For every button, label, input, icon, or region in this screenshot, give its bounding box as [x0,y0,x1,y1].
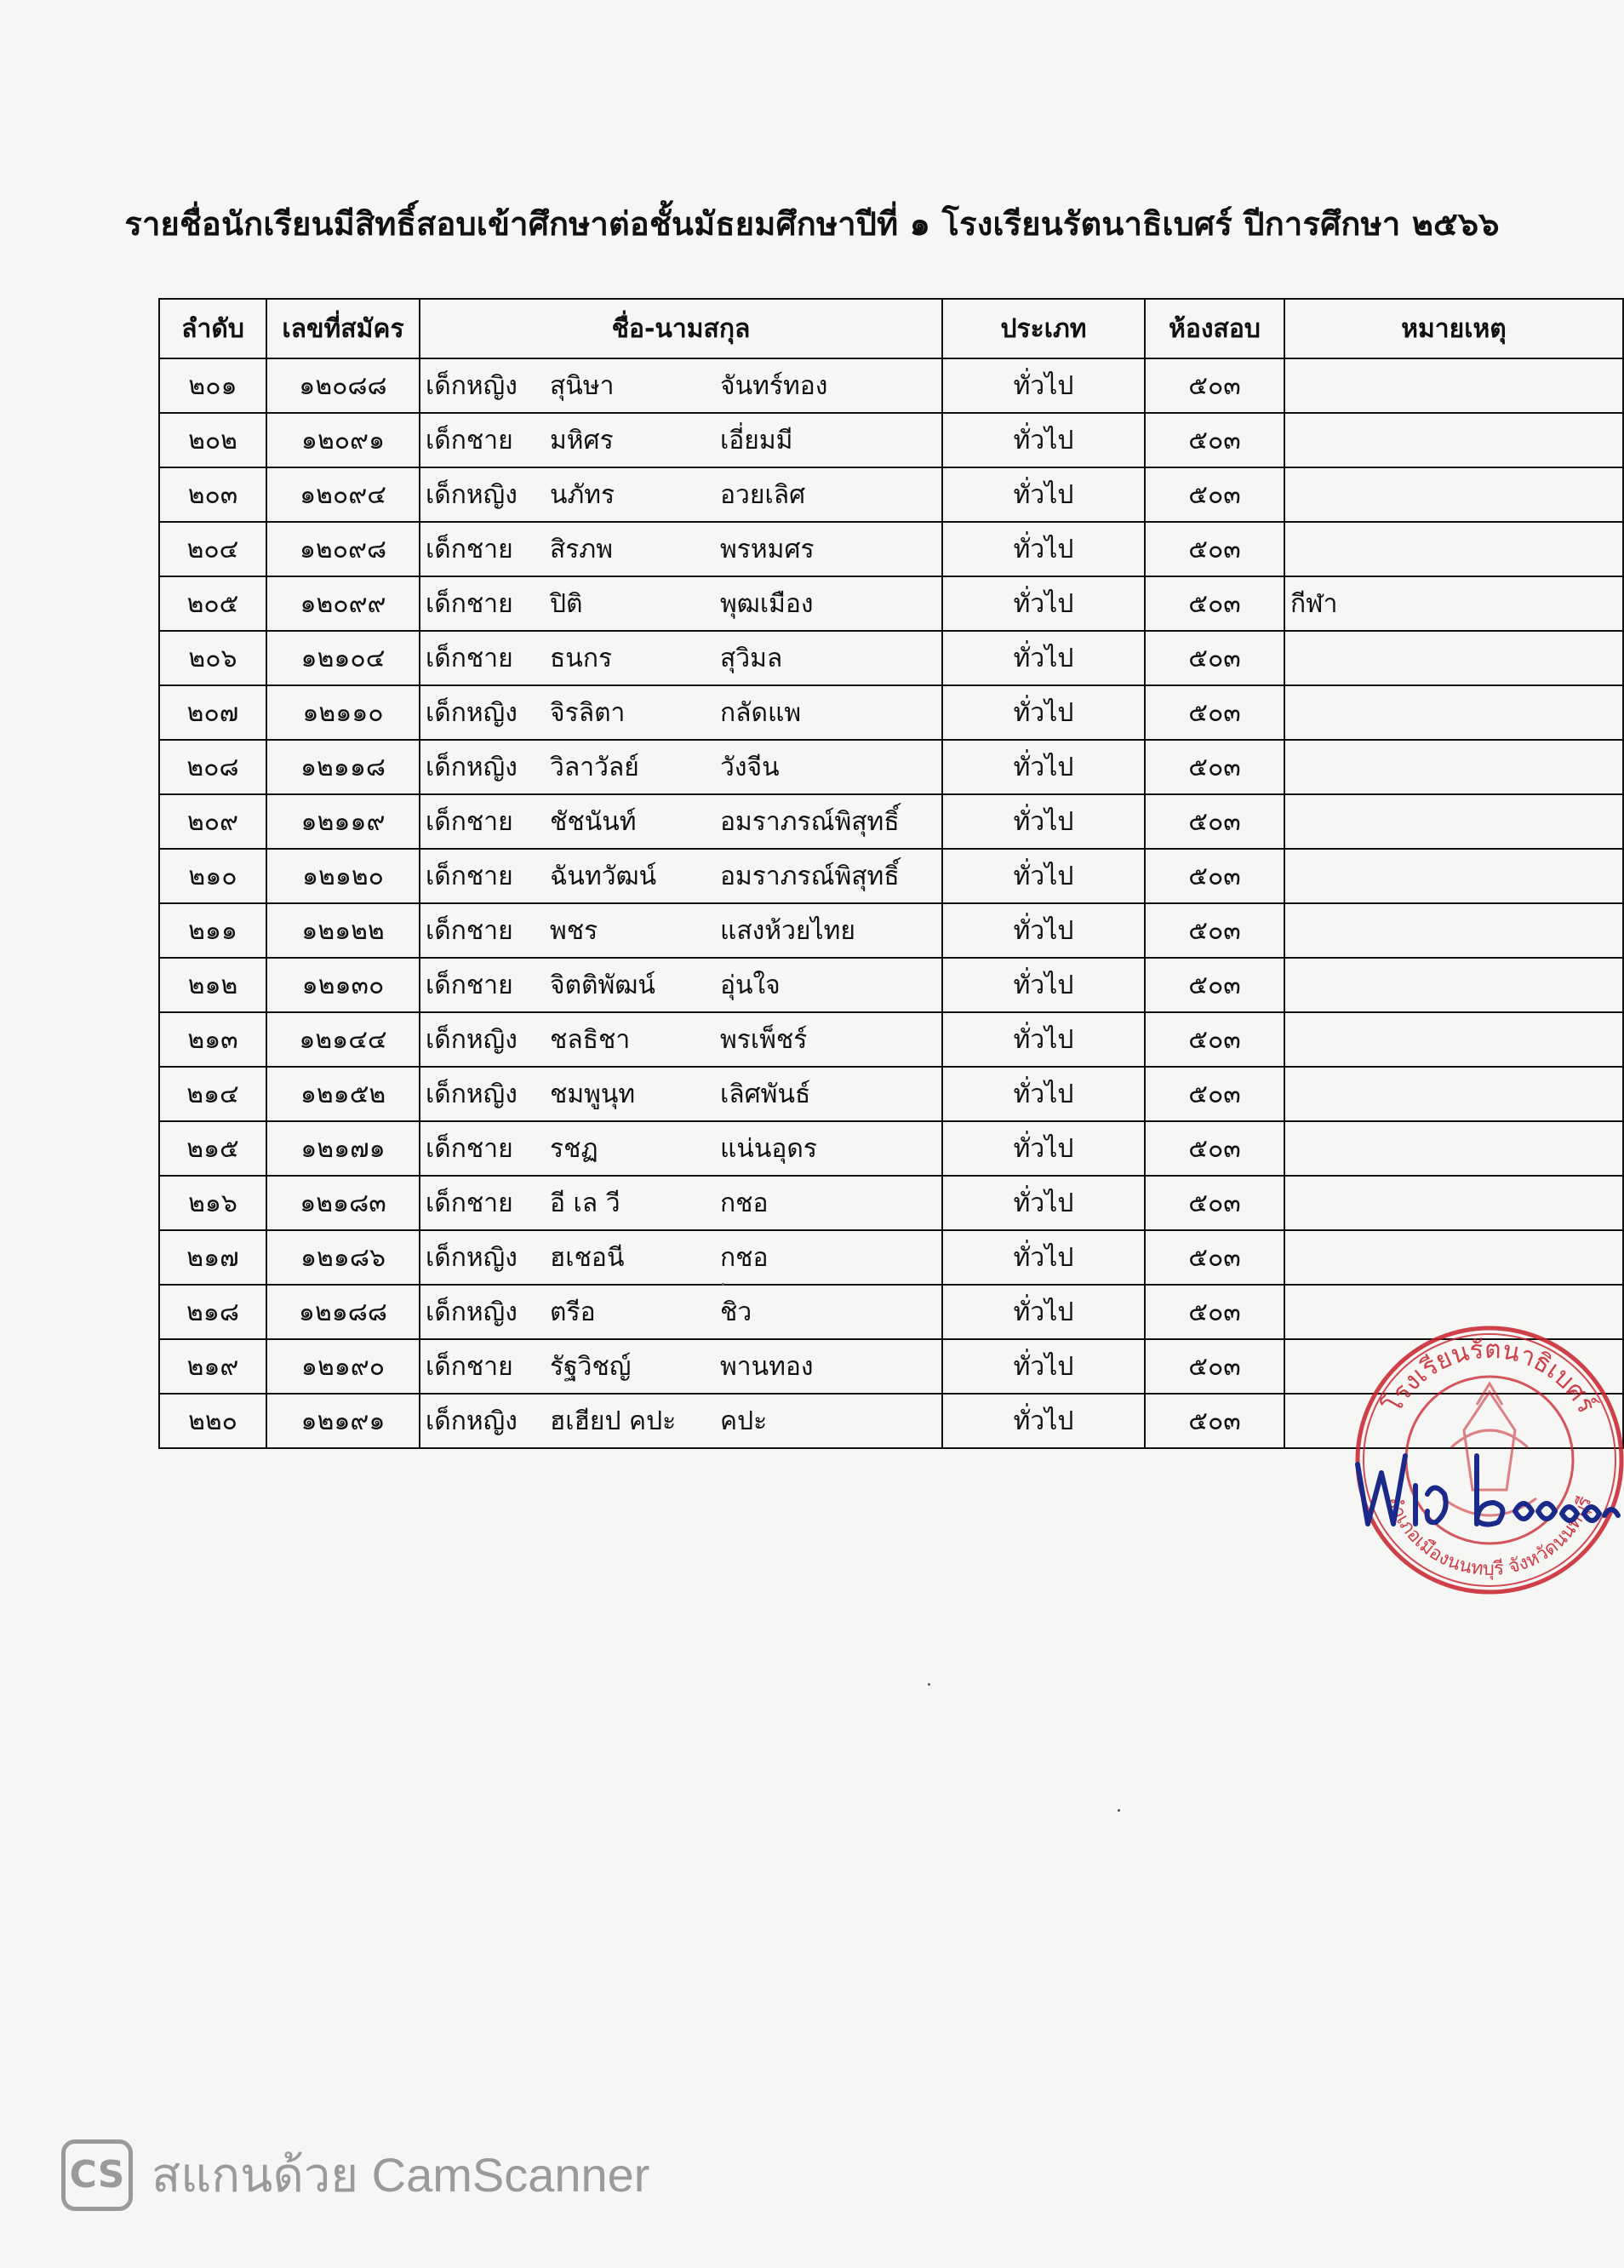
last-name: พุฒเมือง [720,588,814,619]
table-row [159,685,1623,740]
cell-no: ๒๑๑ [159,903,266,958]
cell-type: ทั่วไป [942,685,1145,740]
cell-no: ๒๒๐ [159,1394,266,1448]
scan-speck [1118,1809,1120,1812]
last-name: ชิว [720,1297,752,1327]
cell-remark [1284,1121,1623,1176]
cell-remark [1284,958,1623,1012]
table-row [159,794,1623,849]
cell-type: ทั่วไป [942,849,1145,903]
cell-type: ทั่วไป [942,631,1145,685]
cell-application-number: ๑๒๐๘๘ [266,358,420,413]
cell-exam-room: ๕๐๓ [1145,1067,1284,1121]
cell-type: ทั่วไป [942,1121,1145,1176]
cell-application-number: ๑๒๑๕๒ [266,1067,420,1121]
scan-speck [928,1683,930,1686]
cell-exam-room: ๕๐๓ [1145,740,1284,794]
cell-type: ทั่วไป [942,522,1145,576]
first-name: รชฏ [550,1133,598,1164]
cell-no: ๒๑๖ [159,1176,266,1230]
last-name: อุ่นใจ [720,970,781,1000]
first-name: จิตติพัฒน์ [550,970,655,1000]
table-header-row [159,299,1623,358]
first-name: ฉันทวัฒน์ [550,861,657,891]
first-name: ชัชนันท์ [550,806,637,837]
table-row [159,1067,1623,1121]
cell-full-name [420,849,942,903]
cell-type: ทั่วไป [942,467,1145,522]
cell-full-name [420,522,942,576]
first-name: พชร [550,915,598,946]
cell-no: ๒๐๖ [159,631,266,685]
cell-no: ๒๑๔ [159,1067,266,1121]
cell-full-name [420,1285,942,1339]
cell-exam-room: ๕๐๓ [1145,685,1284,740]
name-prefix: เด็กหญิง [426,1406,518,1436]
cell-full-name [420,1176,942,1230]
cell-application-number: ๑๒๑๘๓ [266,1176,420,1230]
cell-type: ทั่วไป [942,903,1145,958]
cell-application-number: ๑๒๐๙๙ [266,576,420,631]
last-name: แสงห้วยไทย [720,915,855,946]
cell-exam-room: ๕๐๓ [1145,467,1284,522]
cell-full-name [420,467,942,522]
last-name: เลิศพันธ์ [720,1079,811,1109]
last-name: สุวิมล [720,643,783,673]
cell-remark [1284,685,1623,740]
table-row [159,522,1623,576]
cell-full-name [420,1067,942,1121]
first-name: ชมพูนุท [550,1079,636,1109]
cell-exam-room: ๕๐๓ [1145,1012,1284,1067]
first-name: วิลาวัลย์ [550,752,639,782]
cell-type: ทั่วไป [942,958,1145,1012]
cell-application-number: ๑๒๑๑๐ [266,685,420,740]
first-name: ธนกร [550,643,613,673]
name-prefix: เด็กชาย [426,970,513,1000]
last-name: กลัดแพ [720,697,802,728]
cell-type: ทั่วไป [942,1394,1145,1448]
cell-type: ทั่วไป [942,1012,1145,1067]
cell-type: ทั่วไป [942,358,1145,413]
cell-application-number: ๑๒๑๗๑ [266,1121,420,1176]
cell-no: ๒๑๙ [159,1339,266,1394]
cell-remark [1284,467,1623,522]
cell-exam-room: ๕๐๓ [1145,1121,1284,1176]
cell-exam-room: ๕๐๓ [1145,1285,1284,1339]
table-row [159,1121,1623,1176]
camscanner-logo-icon: CS [61,2139,133,2211]
cell-remark [1284,522,1623,576]
last-name: อมราภรณ์พิสุทธิ์ [720,806,900,837]
cell-full-name [420,794,942,849]
name-prefix: เด็กชาย [426,534,513,564]
cell-type: ทั่วไป [942,1230,1145,1285]
cell-exam-room: ๕๐๓ [1145,1230,1284,1285]
first-name: สิรภพ [550,534,613,564]
cell-exam-room: ๕๐๓ [1145,849,1284,903]
last-name: จันทร์ทอง [720,370,828,401]
camscanner-watermark [61,2137,649,2213]
cell-remark [1284,358,1623,413]
cell-remark [1284,1230,1623,1285]
cell-application-number: ๑๒๑๙๐ [266,1339,420,1394]
cell-application-number: ๑๒๑๘๖ [266,1230,420,1285]
name-prefix: เด็กหญิง [426,370,518,401]
cell-no: ๒๑๕ [159,1121,266,1176]
cell-full-name [420,740,942,794]
cell-remark [1284,740,1623,794]
name-prefix: เด็กชาย [426,861,513,891]
cell-application-number: ๑๒๐๙๑ [266,413,420,467]
cell-full-name [420,1339,942,1394]
table-row [159,958,1623,1012]
name-prefix: เด็กหญิง [426,1079,518,1109]
cell-remark [1284,413,1623,467]
cell-no: ๒๐๕ [159,576,266,631]
cell-remark [1284,1176,1623,1230]
name-prefix: เด็กหญิง [426,752,518,782]
first-name: ฮเชอนี [550,1242,625,1273]
watermark-text: สแกนด้วย CamScanner [152,2148,650,2202]
header-application-number: เลขที่สมัคร [266,299,420,358]
page-title: รายชื่อนักเรียนมีสิทธิ์สอบเข้าศึกษาต่อชั้นมัธยมศึกษาปีที่ ๑ โรงเรียนรัตนาธิเบศร์ ปีการศึกษา ๒๕๖๖ [124,205,1500,243]
table-row [159,849,1623,903]
cell-full-name [420,903,942,958]
first-name: รัฐวิชญ์ [550,1351,632,1382]
cell-full-name [420,1012,942,1067]
cell-application-number: ๑๒๑๒๐ [266,849,420,903]
name-prefix: เด็กชาย [426,1133,513,1164]
cell-full-name [420,958,942,1012]
cell-no: ๒๐๔ [159,522,266,576]
last-name: กชอ [720,1242,769,1273]
name-prefix: เด็กชาย [426,643,513,673]
last-name: พรเพ็ชร์ [720,1024,808,1055]
cell-type: ทั่วไป [942,1339,1145,1394]
cell-application-number: ๑๒๑๑๙ [266,794,420,849]
cell-type: ทั่วไป [942,1176,1145,1230]
first-name: ตรีอ [550,1297,596,1327]
cell-type: ทั่วไป [942,794,1145,849]
cell-full-name [420,1394,942,1448]
table-row [159,413,1623,467]
seal-upper-text: โรงเรียนรัตนาธิเบศร์ [1377,1334,1602,1418]
last-name: อวยเลิศ [720,479,806,510]
cell-exam-room: ๕๐๓ [1145,358,1284,413]
last-name: อมราภรณ์พิสุทธิ์ [720,861,900,891]
cell-exam-room: ๕๐๓ [1145,903,1284,958]
cell-type: ทั่วไป [942,1285,1145,1339]
table-row [159,1176,1623,1230]
name-prefix: เด็กหญิง [426,1297,518,1327]
first-name: ฮเฮียป คปะ [550,1406,677,1436]
cell-exam-room: ๕๐๓ [1145,1394,1284,1448]
cell-exam-room: ๕๐๓ [1145,576,1284,631]
cell-type: ทั่วไป [942,576,1145,631]
header-no: ลำดับ [159,299,266,358]
last-name: พรหมศร [720,534,815,564]
cell-exam-room: ๕๐๓ [1145,1339,1284,1394]
last-name: แน่นอุดร [720,1133,817,1164]
cell-exam-room: ๕๐๓ [1145,958,1284,1012]
cell-remark [1284,794,1623,849]
cell-no: ๒๐๗ [159,685,266,740]
cell-remark: กีฬา [1284,576,1623,631]
first-name: อี เล วี [550,1188,620,1218]
cell-no: ๒๑๒ [159,958,266,1012]
table-row [159,1230,1623,1285]
table-row [159,631,1623,685]
cell-full-name [420,631,942,685]
cell-full-name [420,413,942,467]
cell-type: ทั่วไป [942,1067,1145,1121]
cell-remark [1284,903,1623,958]
cell-full-name [420,1230,942,1285]
first-name: จิรลิตา [550,697,626,728]
cell-no: ๒๐๘ [159,740,266,794]
cell-no: ๒๑๘ [159,1285,266,1339]
table-row [159,740,1623,794]
last-name: พานทอง [720,1351,814,1382]
cell-application-number: ๑๒๑๐๔ [266,631,420,685]
name-prefix: เด็กหญิง [426,479,518,510]
cell-exam-room: ๕๐๓ [1145,522,1284,576]
header-exam-room: ห้องสอบ [1145,299,1284,358]
last-name: วังจีน [720,752,780,782]
cell-exam-room: ๕๐๓ [1145,794,1284,849]
cell-no: ๒๐๑ [159,358,266,413]
name-prefix: เด็กชาย [426,806,513,837]
cell-application-number: ๑๒๐๙๔ [266,467,420,522]
cell-no: ๒๑๐ [159,849,266,903]
cell-no: ๒๑๓ [159,1012,266,1067]
header-full-name: ชื่อ-นามสกุล [420,299,942,358]
cell-no: ๒๐๙ [159,794,266,849]
cell-no: ๒๐๓ [159,467,266,522]
cell-application-number: ๑๒๑๓๐ [266,958,420,1012]
cell-application-number: ๑๒๑๒๒ [266,903,420,958]
student-roster-table [158,298,1624,1449]
table-row [159,1012,1623,1067]
cell-full-name [420,685,942,740]
table-row [159,903,1623,958]
name-prefix: เด็กหญิง [426,1024,518,1055]
header-remark: หมายเหตุ [1284,299,1623,358]
cell-remark [1284,849,1623,903]
cell-no: ๒๑๗ [159,1230,266,1285]
first-name: นภัทร [550,479,615,510]
cell-full-name [420,1121,942,1176]
table-row [159,576,1623,631]
last-name: กชอ [720,1188,769,1218]
name-prefix: เด็กชาย [426,1351,513,1382]
cell-remark [1284,1012,1623,1067]
header-type: ประเภท [942,299,1145,358]
name-prefix: เด็กชาย [426,1188,513,1218]
cell-remark [1284,631,1623,685]
cell-exam-room: ๕๐๓ [1145,1176,1284,1230]
cell-type: ทั่วไป [942,413,1145,467]
first-name: ชลธิชา [550,1024,631,1055]
name-prefix: เด็กหญิง [426,697,518,728]
cell-full-name [420,358,942,413]
school-seal-stamp [1349,1320,1624,1601]
cell-remark [1284,1067,1623,1121]
seal-lower-text: อำเภอเมืองนนทบุรี จังหวัดนนทบุรี [1382,1492,1597,1581]
name-prefix: เด็กหญิง [426,1242,518,1273]
table-row [159,358,1623,413]
cell-exam-room: ๕๐๓ [1145,631,1284,685]
table-row [159,467,1623,522]
name-prefix: เด็กชาย [426,425,513,455]
cell-application-number: ๑๒๑๙๑ [266,1394,420,1448]
last-name: เอี่ยมมี [720,425,793,455]
last-name: คปะ [720,1406,768,1436]
first-name: สุนิษา [550,370,615,401]
cell-application-number: ๑๒๑๘๘ [266,1285,420,1339]
cell-application-number: ๑๒๑๑๘ [266,740,420,794]
cell-application-number: ๑๒๑๔๔ [266,1012,420,1067]
name-prefix: เด็กชาย [426,915,513,946]
scan-speck [722,1283,724,1286]
first-name: ปิติ [550,588,583,619]
cell-no: ๒๐๒ [159,413,266,467]
cell-type: ทั่วไป [942,740,1145,794]
name-prefix: เด็กชาย [426,588,513,619]
cell-exam-room: ๕๐๓ [1145,413,1284,467]
cell-application-number: ๑๒๐๙๘ [266,522,420,576]
first-name: มหิศร [550,425,614,455]
cell-full-name [420,576,942,631]
